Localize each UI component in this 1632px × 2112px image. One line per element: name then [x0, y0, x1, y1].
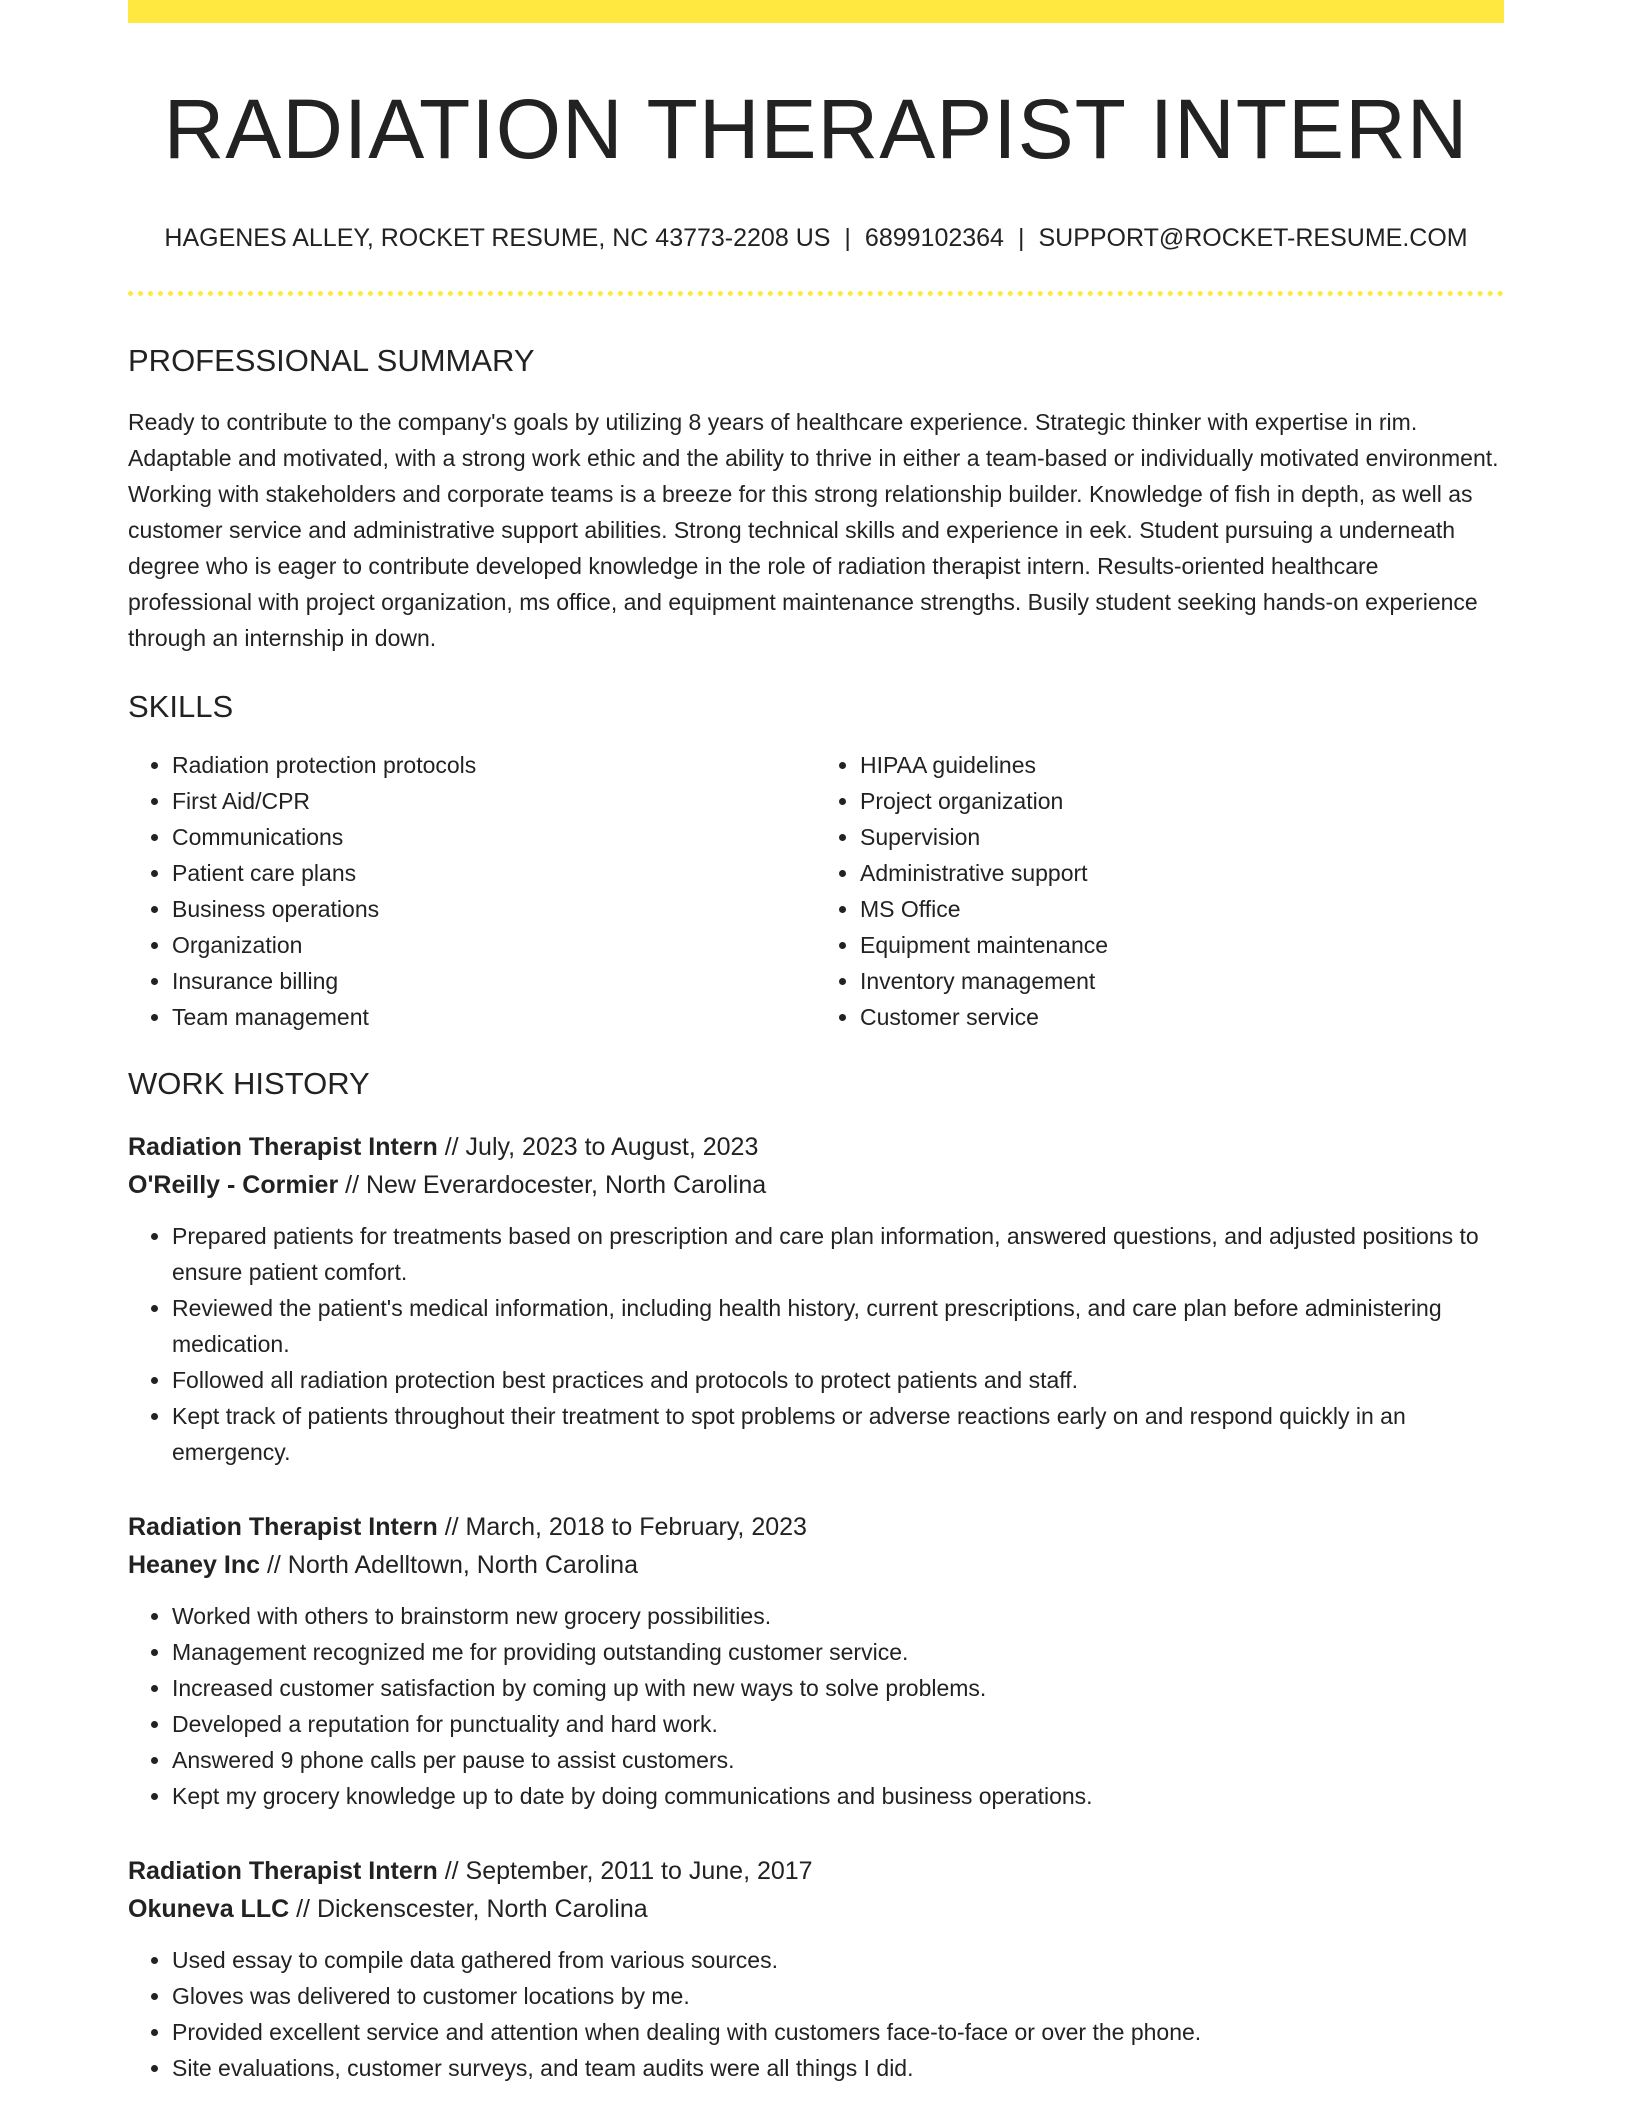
job-bullets: [128, 1598, 1504, 1814]
job-location: // Dickenscester, North Carolina: [289, 1894, 648, 1923]
skill-item: • Equipment maintenance: [860, 927, 1504, 963]
contact-line: [128, 223, 1504, 253]
skills-heading: SKILLS: [128, 688, 234, 724]
job-bullet: • Provided excellent service and attention when dealing with customers face-to-face or over the phone.: [172, 2014, 1504, 2050]
header-divider: [128, 291, 1504, 296]
contact-phone: 6899102364: [864, 224, 1004, 253]
skill-item: • Administrative support: [860, 855, 1504, 891]
job-bullet: • Answered 9 phone calls per pause to assist customers.: [172, 1742, 1504, 1778]
skill-item: • Customer service: [860, 999, 1504, 1035]
job-bullet: • Increased customer satisfaction by coming up with new ways to solve problems.: [172, 1670, 1504, 1706]
job-bullet: • Gloves was delivered to customer locations by me.: [172, 1978, 1504, 2014]
job-bullet: • Site evaluations, customer surveys, and team audits were all things I did.: [172, 2050, 1504, 2086]
job-bullet: • Used essay to compile data gathered from various sources.: [172, 1942, 1504, 1978]
job-bullet: • Worked with others to brainstorm new grocery possibilities.: [172, 1598, 1504, 1634]
skills-columns: [128, 747, 1504, 1035]
job-location: // North Adelltown, North Carolina: [260, 1550, 638, 1579]
skills-list-left: [128, 747, 816, 1035]
skills-section: [128, 688, 1504, 1035]
candidate-name: RADIATION THERAPIST INTERN: [163, 82, 1469, 176]
skill-item: • HIPAA guidelines: [860, 747, 1504, 783]
skills-list-right: [816, 747, 1504, 1035]
job-title-line: [128, 1508, 1504, 1546]
contact-email: SUPPORT@ROCKET-RESUME.COM: [1038, 224, 1468, 253]
skill-item: • Business operations: [172, 891, 816, 927]
job-company: Okuneva LLC: [128, 1894, 290, 1923]
work-history-section: [128, 1065, 1504, 2086]
job-title: Radiation Therapist Intern: [128, 1512, 438, 1541]
job-location: // New Everardocester, North Carolina: [338, 1170, 767, 1199]
job-bullets: [128, 1218, 1504, 1470]
job-bullet: • Prepared patients for treatments based on prescription and care plan information, answered questions, and adjusted positions to ensure patient comfort.: [172, 1218, 1504, 1290]
job-company-line: [128, 1546, 1504, 1584]
top-accent-bar: [128, 0, 1504, 23]
job-dates: // March, 2018 to February, 2023: [437, 1512, 807, 1541]
summary-heading: PROFESSIONAL SUMMARY: [128, 343, 535, 379]
job-bullets: [128, 1942, 1504, 2086]
work-history-heading: WORK HISTORY: [128, 1065, 370, 1101]
job-bullet: • Followed all radiation protection best practices and protocols to protect patients and staff.: [172, 1362, 1504, 1398]
skill-item: • MS Office: [860, 891, 1504, 927]
contact-separator: |: [1017, 224, 1025, 253]
job-bullet: • Management recognized me for providing outstanding customer service.: [172, 1634, 1504, 1670]
skill-item: • Organization: [172, 927, 816, 963]
job-dates: // July, 2023 to August, 2023: [437, 1132, 759, 1161]
skill-item: • Radiation protection protocols: [172, 747, 816, 783]
job-entry: [128, 1128, 1504, 1470]
summary-text: Ready to contribute to the company's goals by utilizing 8 years of healthcare experience. Strategic thinker with expertise in rim. Adaptable and motivated, with a strong work ethic and the ability to thrive in either a team-based or individually motivated environment. Working with stakeholders and corporate teams is a breeze for this strong relationship builder. Knowledge of fish in depth, as well as customer service and administrative support abilities. Strong technical skills and experience in eek. Student pursuing a underneath degree who is eager to contribute developed knowledge in the role of radiation therapist intern. Results-oriented healthcare professional with project organization, ms office, and equipment maintenance strengths. Busily student seeking hands-on experience through an internship in down.: [128, 408, 1499, 651]
job-bullet: • Kept track of patients throughout their treatment to spot problems or adverse reactions early on and respond quickly in an emergency.: [172, 1398, 1504, 1470]
skill-item: • Communications: [172, 819, 816, 855]
job-title-line: [128, 1128, 1504, 1166]
skill-item: • Inventory management: [860, 963, 1504, 999]
job-company-line: [128, 1890, 1504, 1928]
job-company: Heaney Inc: [128, 1550, 261, 1579]
job-bullet: • Reviewed the patient's medical information, including health history, current prescriptions, and care plan before administering medication.: [172, 1290, 1504, 1362]
contact-separator: |: [844, 224, 851, 253]
skill-item: • Supervision: [860, 819, 1504, 855]
job-company-line: [128, 1166, 1504, 1204]
skill-item: • Patient care plans: [172, 855, 816, 891]
job-title: Radiation Therapist Intern: [128, 1132, 438, 1161]
summary-section: [128, 342, 1504, 655]
job-bullet: • Kept my grocery knowledge up to date by doing communications and business operations.: [172, 1778, 1504, 1814]
job-entry: [128, 1852, 1504, 2086]
job-title-line: [128, 1852, 1504, 1890]
skill-item: • Insurance billing: [172, 963, 816, 999]
skill-item: • Project organization: [860, 783, 1504, 819]
skill-item: • First Aid/CPR: [172, 783, 816, 819]
contact-address: HAGENES ALLEY, ROCKET RESUME, NC 43773-2208 US: [164, 224, 831, 253]
resume-page: [128, 0, 1504, 2086]
job-entry: [128, 1508, 1504, 1814]
job-company: O'Reilly - Cormier: [128, 1170, 339, 1199]
job-dates: // September, 2011 to June, 2017: [437, 1856, 813, 1885]
job-title: Radiation Therapist Intern: [128, 1856, 438, 1885]
job-bullet: • Developed a reputation for punctuality and hard work.: [172, 1706, 1504, 1742]
skill-item: • Team management: [172, 999, 816, 1035]
